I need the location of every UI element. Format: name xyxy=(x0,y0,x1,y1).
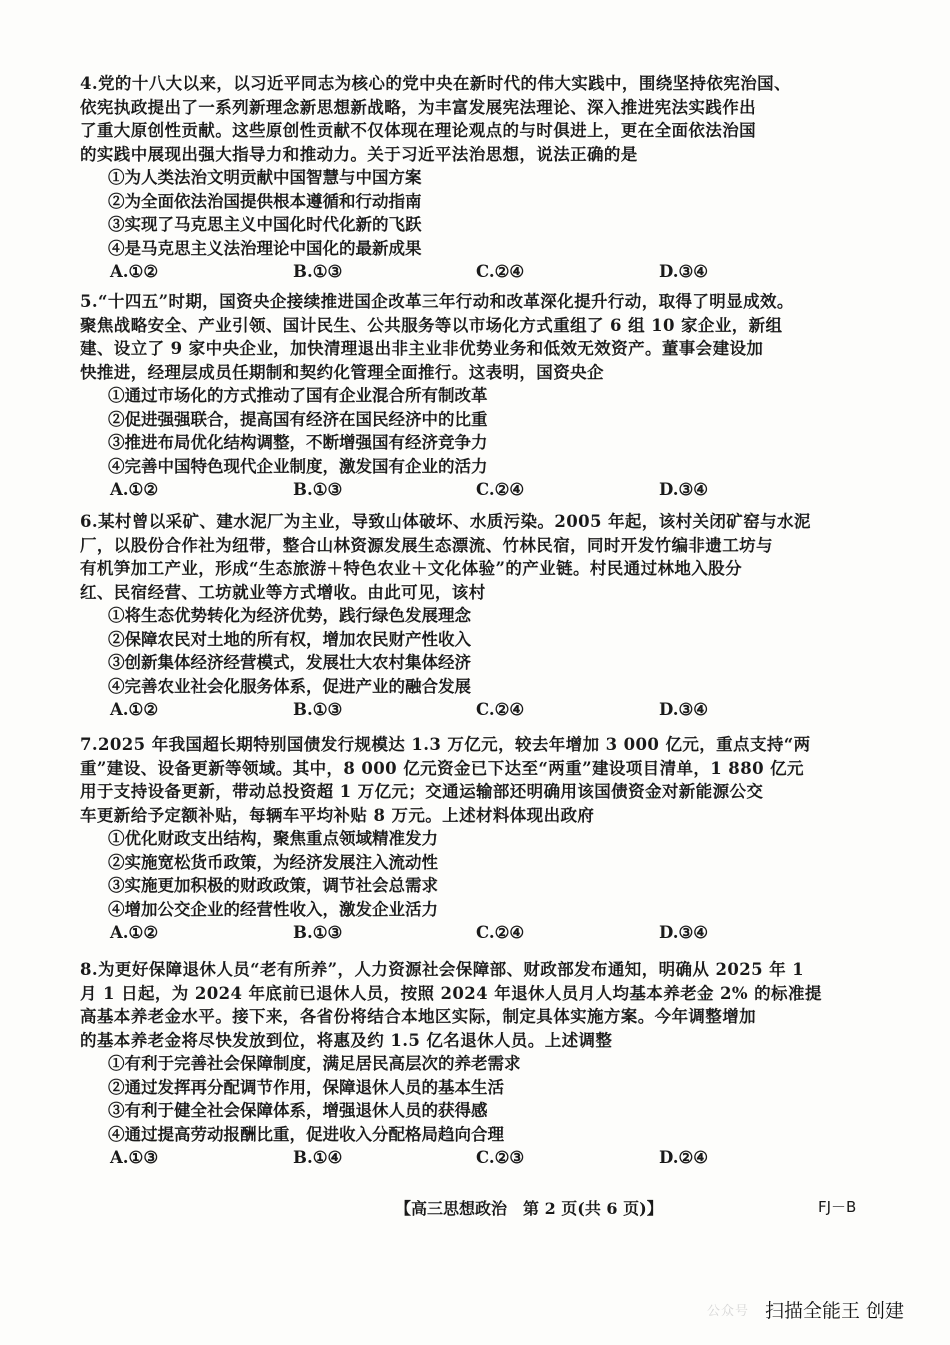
choice-a: A.①② xyxy=(110,262,159,281)
question-4 xyxy=(80,72,860,284)
choice-b: B.①③ xyxy=(293,923,343,942)
statement-option: ③实施更加积极的财政政策，调节社会总需求 xyxy=(108,876,438,895)
watermark-faint-text: 公众号 xyxy=(707,1304,750,1319)
choice-b: B.①③ xyxy=(293,262,343,281)
question-text-line: 用于支持设备更新，带动总投资超 1 万亿元；交通运输部还明确用该国债资金对新能源公交 xyxy=(80,782,764,801)
choice-b: B.①③ xyxy=(293,480,343,499)
statement-option: ①有利于完善社会保障制度，满足居民高层次的养老需求 xyxy=(108,1054,521,1073)
paper-code: FJ－B xyxy=(818,1198,857,1216)
choice-d: D.③④ xyxy=(659,700,709,719)
question-6 xyxy=(80,510,860,722)
question-text-line: 高基本养老金水平。接下来，各省份将结合本地区实际，制定具体实施方案。今年调整增加 xyxy=(80,1007,756,1026)
question-text-line: 聚焦战略安全、产业引领、国计民生、公共服务等以市场化方式重组了 6 组 10 家企业，新组 xyxy=(80,315,783,335)
question-text-line: 依宪执政提出了一系列新理念新思想新战略，为丰富发展宪法理论、深入推进宪法实践作出 xyxy=(80,97,756,117)
question-7 xyxy=(80,733,860,945)
question-text-line: 车更新给予定额补贴，每辆车平均补贴 8 万元。上述材料体现出政府 xyxy=(80,805,595,825)
question-text-line: 月 1 日起，为 2024 年底前已退休人员，按照 2024 年退休人员月人均基本养老金 2% 的标准提 xyxy=(80,983,822,1003)
question-text-line: 厂，以股份合作社为纽带，整合山林资源发展生态漂流、竹林民宿，同时开发竹编非遗工坊与 xyxy=(80,535,773,555)
watermark-text: 扫描全能王 创建 xyxy=(765,1300,905,1322)
choice-a: A.①② xyxy=(110,480,159,499)
statement-option: ③推进布局优化结构调整，不断增强国有经济竞争力 xyxy=(108,433,488,452)
statement-option: ④是马克思主义法治理论中国化的最新成果 xyxy=(108,238,422,258)
statement-option: ①将生态优势转化为经济优势，践行绿色发展理念 xyxy=(108,606,471,625)
question-text-line: 8.为更好保障退休人员“老有所养”，人力资源社会保障部、财政部发布通知，明确从 2025 年 1 xyxy=(80,960,805,979)
question-text-line: 7.2025 年我国超长期特别国债发行规模达 1.3 万亿元，较去年增加 3 000 亿元，重点支持“两 xyxy=(80,735,811,754)
choice-d: D.③④ xyxy=(659,923,709,942)
choice-d: D.②④ xyxy=(659,1148,709,1167)
statement-option: ③创新集体经济经营模式，发展壮大农村集体经济 xyxy=(108,653,471,672)
answer-choices xyxy=(80,260,860,284)
statement-option: ①通过市场化的方式推动了国有企业混合所有制改革 xyxy=(108,386,488,405)
choice-c: C.②④ xyxy=(476,262,525,281)
choice-b: B.①③ xyxy=(293,700,343,719)
question-text-line: 有机笋加工产业，形成“生态旅游＋特色农业＋文化体验”的产业链。村民通过林地入股分 xyxy=(80,559,742,578)
choice-a: A.①② xyxy=(110,700,159,719)
scanner-watermark xyxy=(705,1296,945,1322)
question-text-line: 红、民宿经营、工坊就业等方式增收。由此可见，该村 xyxy=(80,582,486,602)
statement-option: ④通过提高劳动报酬比重，促进收入分配格局趋向合理 xyxy=(108,1124,504,1144)
statement-option: ②保障农民对土地的所有权，增加农民财产性收入 xyxy=(108,629,471,649)
question-text-line: 4.党的十八大以来，以习近平同志为核心的党中央在新时代的伟大实践中，围绕坚持依宪治国、 xyxy=(80,74,791,93)
answer-choices xyxy=(80,698,860,722)
answer-choices xyxy=(80,921,860,945)
statement-option: ③有利于健全社会保障体系，增强退休人员的获得感 xyxy=(108,1101,488,1120)
question-text-line: 快推进，经理层成员任期制和契约化管理全面推行。这表明，国资央企 xyxy=(80,362,604,382)
choice-c: C.②③ xyxy=(476,1148,525,1167)
answer-choices xyxy=(80,1146,860,1170)
choice-a: A.①② xyxy=(110,923,159,942)
statement-option: ②促进强强联合，提高国有经济在国民经济中的比重 xyxy=(108,409,488,429)
question-text-line: 的基本养老金将尽快发放到位，将惠及约 1.5 亿名退休人员。上述调整 xyxy=(80,1030,613,1050)
statement-option: ①为人类法治文明贡献中国智慧与中国方案 xyxy=(108,168,422,187)
choice-d: D.③④ xyxy=(659,480,709,499)
choice-d: D.③④ xyxy=(659,262,709,281)
choice-c: C.②④ xyxy=(476,700,525,719)
statement-option: ②实施宽松货币政策，为经济发展注入流动性 xyxy=(108,852,438,872)
question-text-line: 6.某村曾以采矿、建水泥厂为主业，导致山体破坏、水质污染。2005 年起，该村关闭矿窑与水泥 xyxy=(80,512,811,531)
statement-option: ③实现了马克思主义中国化时代化新的飞跃 xyxy=(108,215,422,234)
question-text-line: 建、设立了 9 家中央企业，加快清理退出非主业非优势业务和低效无效资产。董事会建设加 xyxy=(80,339,764,358)
question-8 xyxy=(80,958,860,1170)
statement-option: ④增加公交企业的经营性收入，激发企业活力 xyxy=(108,899,438,919)
choice-c: C.②④ xyxy=(476,923,525,942)
answer-choices xyxy=(80,478,860,502)
page-footer xyxy=(0,1196,950,1220)
statement-option: ④完善农业社会化服务体系，促进产业的融合发展 xyxy=(108,676,471,696)
statement-option: ②通过发挥再分配调节作用，保障退休人员的基本生活 xyxy=(108,1077,504,1097)
question-text-line: 5.“十四五”时期，国资央企接续推进国企改革三年行动和改革深化提升行动，取得了明显成效。 xyxy=(80,292,794,311)
question-text-line: 的实践中展现出强大指导力和推动力。关于习近平法治思想，说法正确的是 xyxy=(80,144,638,164)
page-number-label: 【高三思想政治 第 2 页(共 6 页)】 xyxy=(395,1199,663,1218)
statement-option: ②为全面依法治国提供根本遵循和行动指南 xyxy=(108,191,422,211)
choice-a: A.①③ xyxy=(110,1148,159,1167)
choice-c: C.②④ xyxy=(476,480,525,499)
question-5 xyxy=(80,290,860,502)
statement-option: ④完善中国特色现代企业制度，激发国有企业的活力 xyxy=(108,456,488,476)
choice-b: B.①④ xyxy=(293,1148,343,1167)
question-text-line: 重”建设、设备更新等领域。其中，8 000 亿元资金已下达至“两重”建设项目清单，1 880 亿元 xyxy=(80,758,804,778)
question-text-line: 了重大原创性贡献。这些原创性贡献不仅体现在理论观点的与时俱进上，更在全面依法治国 xyxy=(80,121,756,140)
statement-option: ①优化财政支出结构，聚焦重点领域精准发力 xyxy=(108,829,438,848)
